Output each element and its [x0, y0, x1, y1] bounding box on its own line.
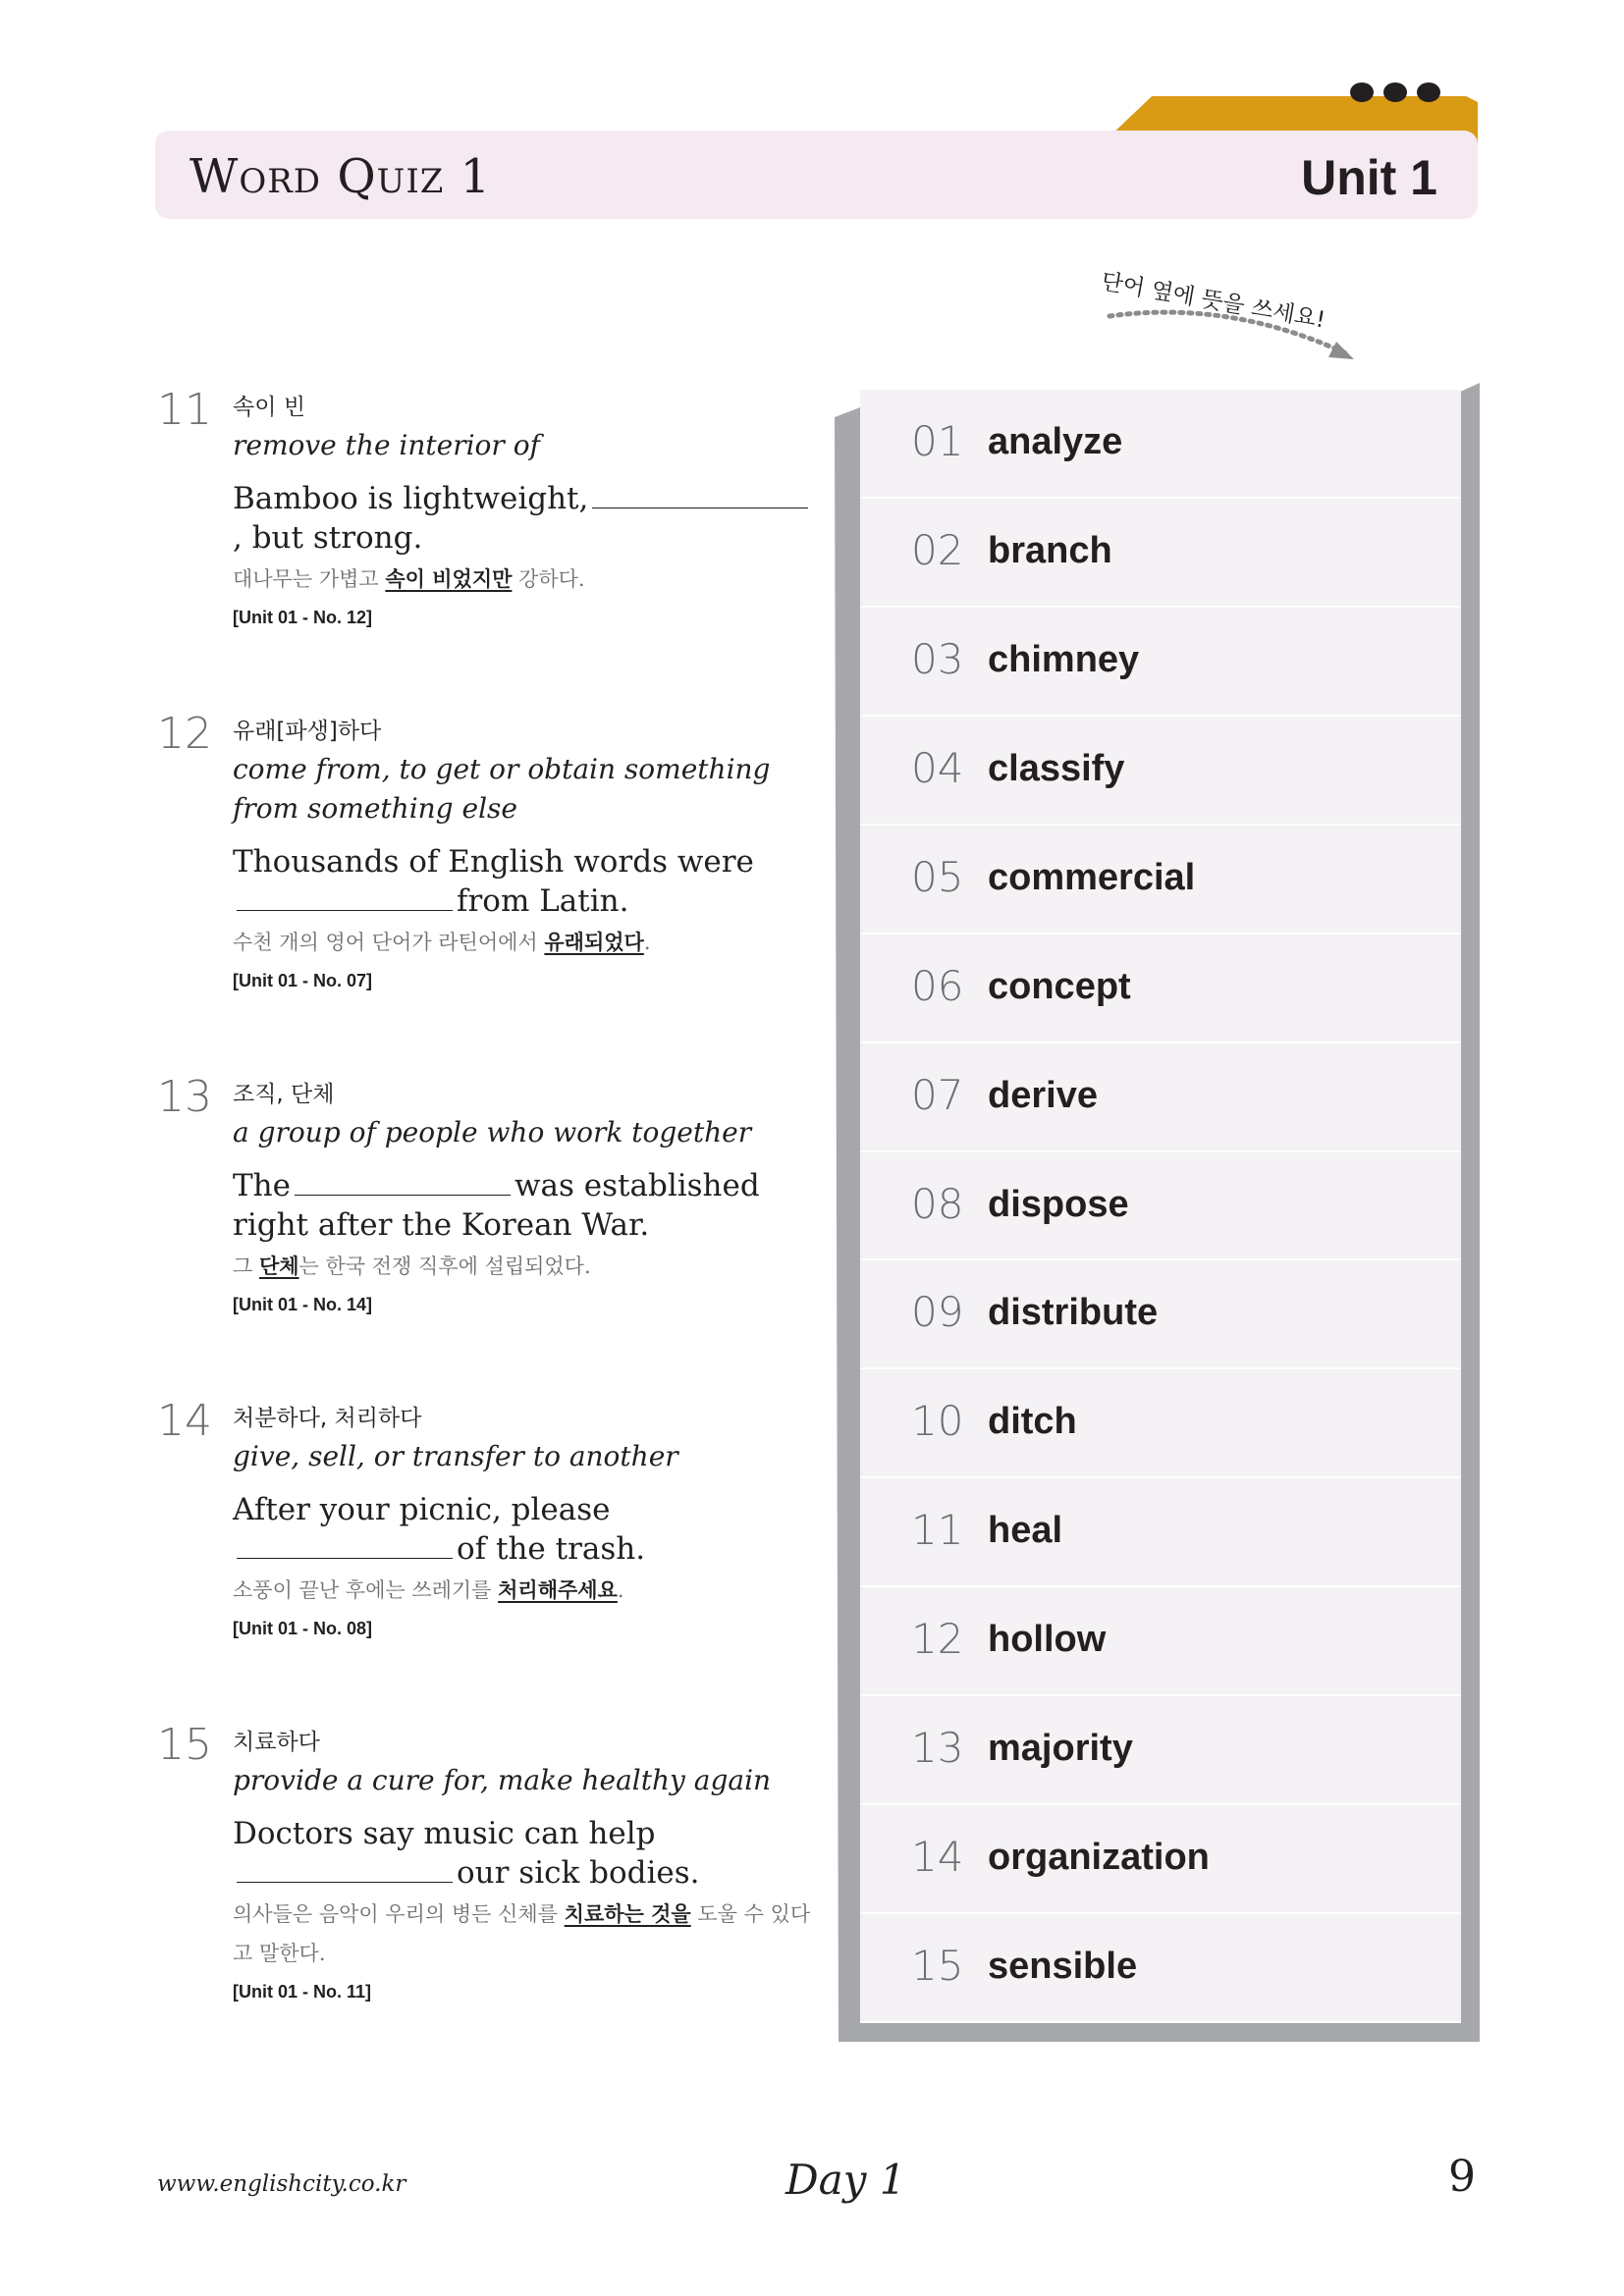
question-body [233, 1404, 822, 1641]
header-dots-icon [1350, 82, 1448, 104]
english-definition: remove the interior of [233, 429, 540, 461]
word-number: 12 [911, 1615, 964, 1664]
translation-before: 그 [233, 1255, 259, 1278]
korean-translation [233, 1571, 822, 1610]
vocab-word: sensible [988, 1946, 1138, 1988]
example-sentence [233, 479, 822, 558]
sentence-after-blank: , but strong. [233, 520, 423, 556]
example-sentence [233, 1166, 822, 1245]
word-row[interactable] [860, 1260, 1461, 1369]
word-row[interactable] [860, 499, 1461, 608]
translation-highlight: 단체 [258, 1254, 299, 1278]
word-number: 04 [911, 743, 964, 792]
vocab-word: commercial [988, 856, 1196, 898]
sentence-before-blank: Bamboo is lightweight, [233, 481, 589, 516]
question-number: 11 [157, 385, 212, 435]
translation-after: . [643, 931, 651, 954]
question-reference: [Unit 01 - No. 07] [233, 971, 373, 990]
example-sentence [233, 842, 822, 921]
word-row[interactable] [860, 1805, 1461, 1914]
word-number: 05 [911, 852, 964, 901]
example-sentence [233, 1490, 822, 1569]
question-body [233, 717, 822, 993]
korean-meaning: 치료하다 [233, 1730, 320, 1755]
translation-after: . [617, 1578, 624, 1602]
question-number: 13 [157, 1072, 212, 1122]
translation-before: 소풍이 끝난 후에는 쓰레기를 [233, 1578, 499, 1602]
english-definition: a group of people who work together [233, 1116, 752, 1148]
question-body [233, 1080, 822, 1317]
vocab-word: dispose [988, 1183, 1129, 1225]
translation-highlight: 유래되었다 [544, 930, 644, 954]
word-row[interactable] [860, 1152, 1461, 1261]
example-sentence [233, 1814, 822, 1893]
word-row[interactable] [860, 608, 1461, 717]
word-row[interactable] [860, 390, 1461, 499]
question-body [233, 1728, 822, 2004]
translation-after: 는 한국 전쟁 직후에 설립되었다. [298, 1255, 591, 1278]
page-number: 9 [1448, 2152, 1476, 2202]
question-number: 14 [157, 1396, 212, 1446]
answer-blank[interactable] [237, 1854, 453, 1883]
korean-translation [233, 560, 822, 599]
word-number: 08 [911, 1179, 964, 1228]
vocab-word: ditch [988, 1401, 1077, 1443]
sentence-before-blank: After your picnic, please [233, 1492, 611, 1527]
word-number: 14 [911, 1833, 964, 1882]
unit-title: Unit 1 [1301, 150, 1437, 205]
answer-blank[interactable] [592, 480, 808, 508]
translation-before: 대나무는 가볍고 [233, 567, 386, 591]
word-number: 02 [911, 525, 964, 574]
word-row[interactable] [860, 1478, 1461, 1587]
korean-meaning: 유래[파생]하다 [233, 719, 382, 744]
question-reference: [Unit 01 - No. 08] [233, 1619, 373, 1638]
sentence-after-blank: was established right after the Korean War. [233, 1168, 760, 1243]
translation-highlight: 처리해주세요 [498, 1577, 618, 1602]
translation-before: 의사들은 음악이 우리의 병든 신체를 [233, 1902, 565, 1926]
answer-blank[interactable] [237, 1530, 453, 1559]
sentence-after-blank: of the trash. [457, 1531, 646, 1567]
word-row[interactable] [860, 1369, 1461, 1478]
translation-after: 도울 수 있다고 말한다. [233, 1902, 811, 1965]
word-number: 13 [911, 1724, 964, 1773]
word-number: 11 [911, 1506, 964, 1555]
footer-day-label: Day 1 [785, 2156, 906, 2204]
vocab-word: chimney [988, 638, 1140, 680]
korean-meaning: 조직, 단체 [233, 1082, 335, 1107]
word-number: 03 [911, 634, 964, 683]
word-number: 01 [911, 417, 964, 465]
vocab-word: majority [988, 1728, 1133, 1770]
word-row[interactable] [860, 1043, 1461, 1152]
word-number: 07 [911, 1070, 964, 1119]
word-number: 15 [911, 1942, 964, 1991]
word-row[interactable] [860, 934, 1461, 1043]
vocab-word: heal [988, 1510, 1063, 1552]
korean-translation [233, 1247, 822, 1286]
korean-meaning: 처분하다, 처리하다 [233, 1406, 422, 1431]
page-title: Word Quiz 1 [189, 149, 492, 204]
korean-translation [233, 1895, 822, 1973]
word-row[interactable] [860, 826, 1461, 934]
question-body [233, 393, 822, 630]
english-definition: give, sell, or transfer to another [233, 1440, 678, 1472]
vocab-word: classify [988, 747, 1125, 789]
word-row[interactable] [860, 1587, 1461, 1696]
korean-translation [233, 923, 822, 962]
word-row[interactable] [860, 717, 1461, 826]
answer-blank[interactable] [295, 1167, 511, 1196]
vocab-word: analyze [988, 421, 1123, 462]
question-number: 12 [157, 709, 212, 759]
word-number: 10 [911, 1397, 964, 1446]
word-number: 06 [911, 961, 964, 1010]
korean-meaning: 속이 빈 [233, 395, 305, 420]
question-reference: [Unit 01 - No. 14] [233, 1295, 373, 1314]
vocab-word: derive [988, 1074, 1098, 1116]
translation-after: 강하다. [512, 567, 585, 591]
english-definition: come from, to get or obtain something from something else [233, 753, 771, 825]
english-definition: provide a cure for, make healthy again [233, 1764, 772, 1796]
sentence-after-blank: our sick bodies. [457, 1855, 700, 1891]
translation-highlight: 치료하는 것을 [564, 1901, 691, 1926]
footer-site-url: www.englishcity.co.kr [157, 2171, 406, 2197]
question-reference: [Unit 01 - No. 11] [233, 1982, 372, 2002]
answer-blank[interactable] [237, 882, 453, 911]
word-row[interactable] [860, 1696, 1461, 1805]
dotted-arrow-icon [1105, 294, 1360, 363]
instruction-text: 단어 옆에 뜻을 쓰세요! [1099, 268, 1327, 334]
vocab-word: distribute [988, 1292, 1159, 1334]
translation-highlight: 속이 비었지만 [385, 566, 513, 591]
word-number: 09 [911, 1288, 964, 1337]
question-number: 15 [157, 1720, 212, 1770]
question-reference: [Unit 01 - No. 12] [233, 608, 373, 627]
vocab-word: organization [988, 1837, 1210, 1879]
word-list-panel [860, 390, 1461, 2023]
sentence-before-blank: Thousands of English words were [233, 844, 754, 880]
sentence-after-blank: from Latin. [457, 883, 629, 919]
vocab-word: branch [988, 529, 1112, 571]
word-row[interactable] [860, 1914, 1461, 2023]
vocab-word: hollow [988, 1619, 1107, 1661]
vocab-word: concept [988, 965, 1131, 1007]
sentence-before-blank: The [233, 1168, 291, 1203]
sentence-before-blank: Doctors say music can help [233, 1816, 656, 1851]
translation-before: 수천 개의 영어 단어가 라틴어에서 [233, 931, 545, 954]
